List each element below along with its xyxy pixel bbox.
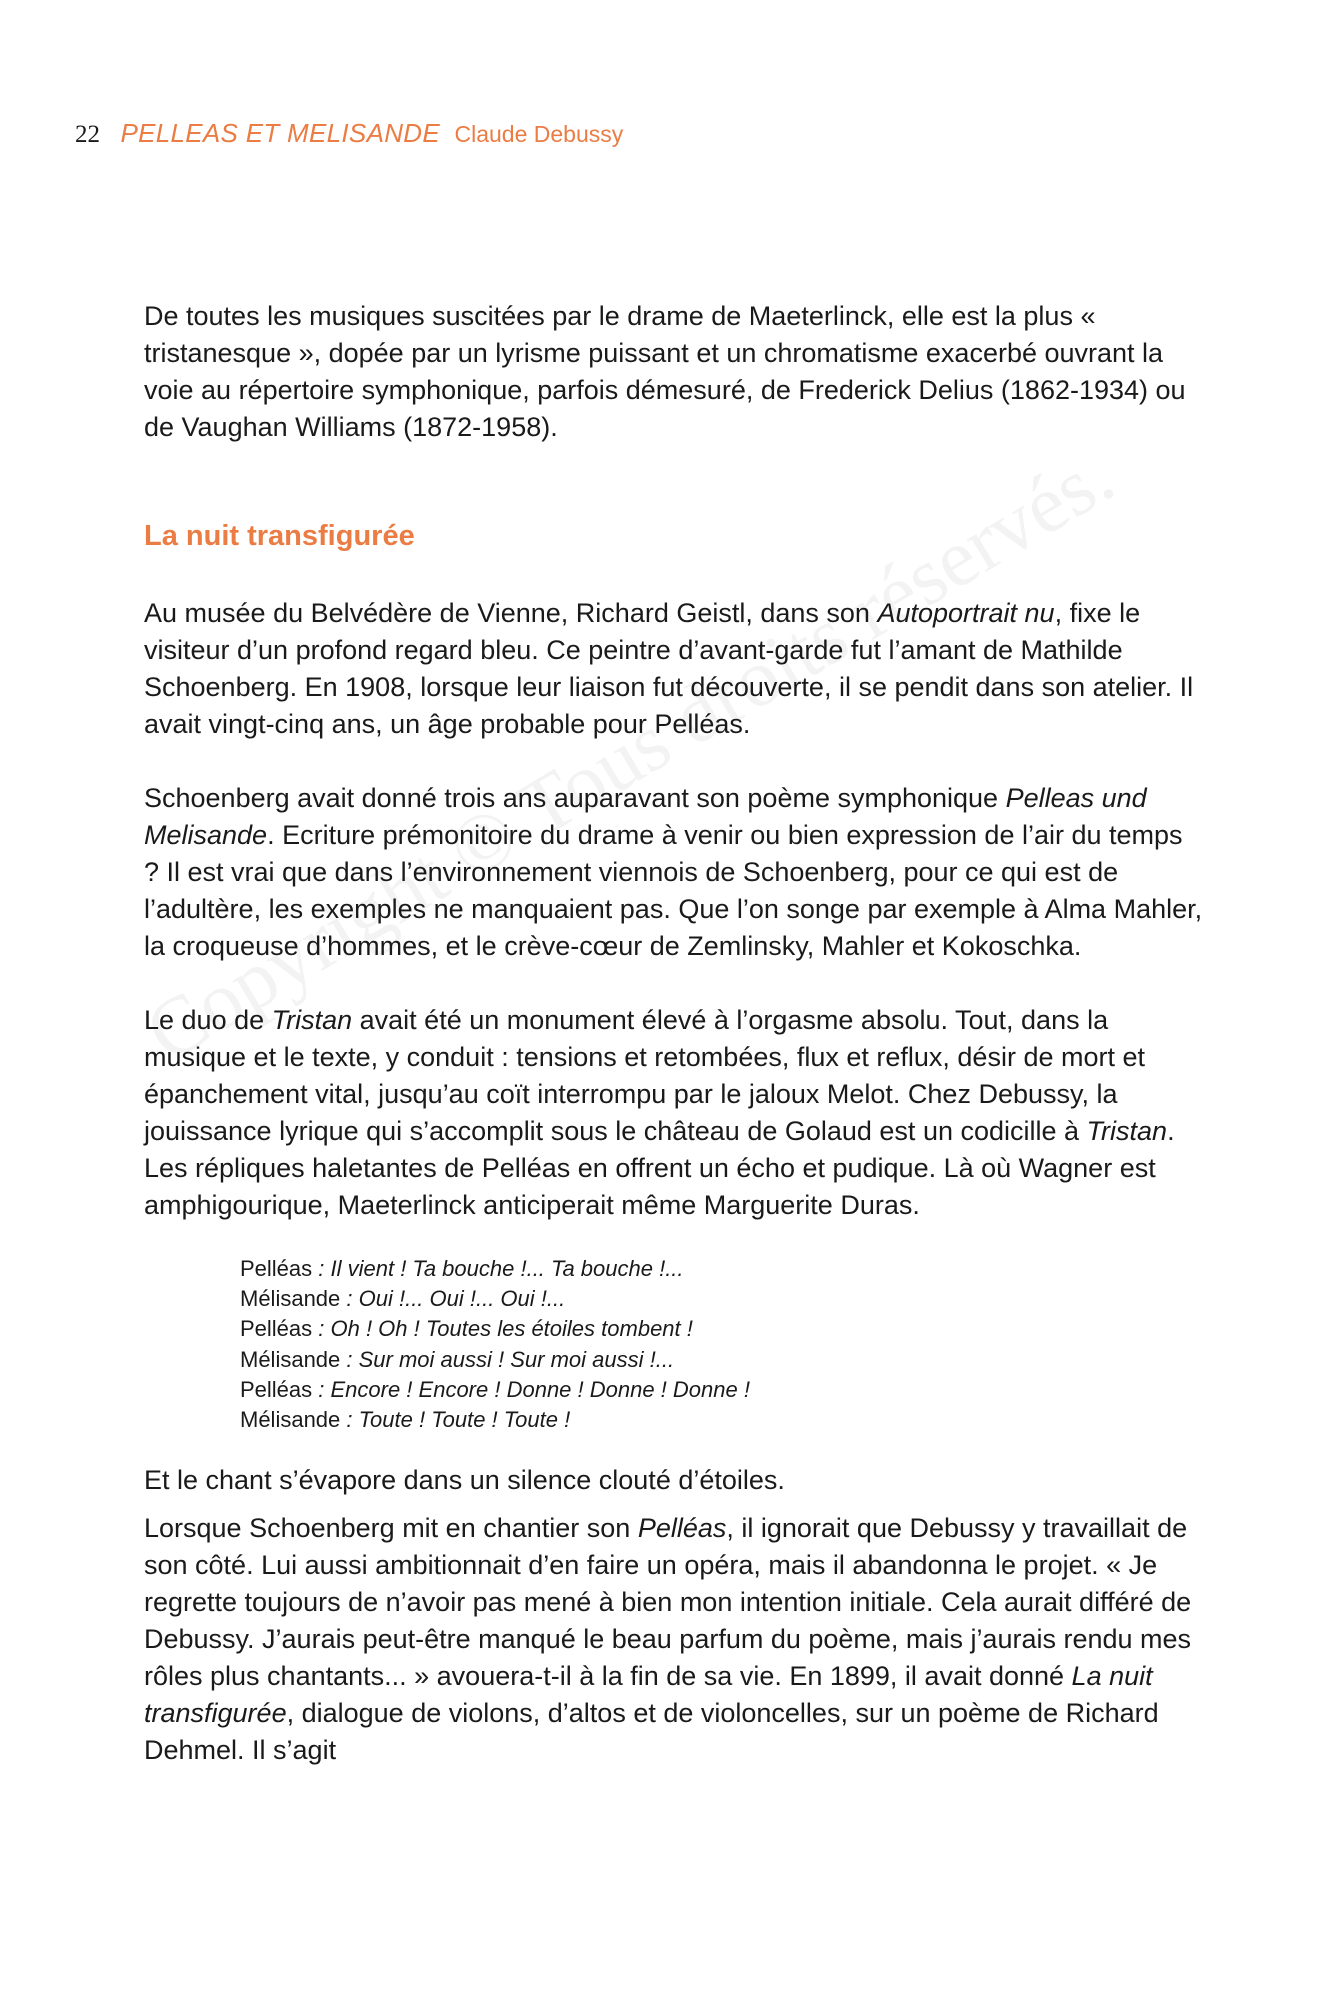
text-span: avait été un monument élevé à l’orgasme absolu. Tout, dans la musique et le texte, y conduit : tensions et retombées, flux et reflux, désir de mort et épanchement vital, jusqu’au coït interrompu par le jaloux Melot. Chez Debussy, la jouissance lyrique qui s’accomplit sous le château de Golaud est un codicille à xyxy=(144,1005,1145,1146)
italic-title: La nuit transfigurée xyxy=(144,1661,1153,1729)
paragraph-2 xyxy=(144,595,1204,743)
dialogue-text: : Oui !... Oui !... Oui !... xyxy=(340,1286,566,1312)
speaker: Pelléas xyxy=(240,1376,313,1402)
text-span: Le duo de xyxy=(144,1005,272,1035)
speaker: Mélisande xyxy=(240,1407,341,1433)
paragraph-1: De toutes les musiques suscitées par le drame de Maeterlinck, elle est la plus « tristanesque », dopée par un lyrisme puissant et un chromatisme exacerbé ouvrant la voie au répertoire symphonique, parfois démesuré, de Frederick Delius (1862-1934) ou de Vaughan Williams (1872-1958). xyxy=(144,301,1186,442)
dialogue-line xyxy=(240,1405,1204,1435)
speaker: Pelléas xyxy=(240,1256,313,1281)
paragraph-5: Et le chant s’évapore dans un silence clouté d’étoiles. xyxy=(144,1465,785,1496)
italic-title: Tristan xyxy=(271,1005,353,1035)
speaker: Pelléas xyxy=(240,1316,313,1342)
paragraph-6 xyxy=(144,1510,1204,1769)
italic-title: Autoportrait nu xyxy=(877,598,1055,628)
dialogue-line xyxy=(240,1375,1204,1405)
dialogue-line xyxy=(240,1314,1204,1344)
page-content xyxy=(144,298,1204,1769)
text-span: , il ignorait que Debussy y travaillait de son côté. Lui aussi ambitionnait d’en faire un opéra, mais il abandonna le projet. « Je regrette toujours de n’avoir pas mené à bien mon intention initiale. Cela aurait différé de Debussy. J’aurais peut-être manqué le beau parfum du poème, mais j’aurais rendu mes rôles plus chantants... » avouera-t-il à la fin de sa vie. En 1899, il avait donné xyxy=(144,1513,1192,1692)
dialogue-text: : Oh ! Oh ! Toutes les étoiles tombent ! xyxy=(312,1316,693,1342)
italic-title: Tristan xyxy=(1086,1116,1168,1146)
dialogue-line xyxy=(240,1254,1204,1284)
text-span: Lorsque Schoenberg mit en chantier son xyxy=(144,1513,638,1544)
dialogue-quote xyxy=(240,1254,1204,1435)
dialogue-text: : Encore ! Encore ! Donne ! Donne ! Donne ! xyxy=(312,1376,750,1402)
running-author: Claude Debussy xyxy=(454,121,624,147)
section-heading: La nuit transfigurée xyxy=(144,520,415,552)
text-span: Au musée du Belvédère de Vienne, Richard Geistl, dans son xyxy=(144,598,878,628)
paragraph-3 xyxy=(144,780,1204,965)
speaker: Mélisande xyxy=(240,1286,341,1312)
text-span: , dialogue de violons, d’altos et de violoncelles, sur un poème de Richard Dehmel. Il s’agit xyxy=(144,1698,1159,1766)
text-span: . Les répliques haletantes de Pelléas en offrent un écho et pudique. Là où Wagner est amphigourique, Maeterlinck anticiperait même Marguerite Duras. xyxy=(144,1116,1175,1220)
dialogue-text: : Il vient ! Ta bouche !... Ta bouche !... xyxy=(312,1256,684,1281)
text-span: . Ecriture prémonitoire du drame à venir ou bien expression de l’air du temps ? Il est vrai que dans l’environnement viennois de Schoenberg, pour ce qui est de l’adultère, les exemples ne manquaient pas. Que l’on songe par exemple à Alma Mahler, la croqueuse d’hommes, et le crève-cœur de Zemlinsky, Mahler et Kokoschka. xyxy=(144,820,1203,961)
paragraph-4 xyxy=(144,1002,1204,1224)
text-span: Schoenberg avait donné trois ans auparavant son poème symphonique xyxy=(144,783,1006,813)
running-header xyxy=(75,118,623,149)
speaker: Mélisande xyxy=(240,1346,341,1372)
italic-title: Pelléas xyxy=(637,1513,727,1544)
dialogue-line xyxy=(240,1284,1204,1314)
dialogue-text: : Toute ! Toute ! Toute ! xyxy=(340,1407,571,1433)
dialogue-text: : Sur moi aussi ! Sur moi aussi !... xyxy=(340,1346,675,1372)
dialogue-line xyxy=(240,1345,1204,1375)
running-title: PELLEAS ET MELISANDE xyxy=(120,118,441,148)
page-number: 22 xyxy=(75,121,100,148)
text-span: , fixe le visiteur d’un profond regard bleu. Ce peintre d’avant-garde fut l’amant de Mathilde Schoenberg. En 1908, lorsque leur liaison fut découverte, il se pendit dans son atelier. Il avait vingt-cinq ans, un âge probable pour Pelléas. xyxy=(144,598,1194,739)
italic-title: Pelleas und Melisande xyxy=(144,783,1147,850)
